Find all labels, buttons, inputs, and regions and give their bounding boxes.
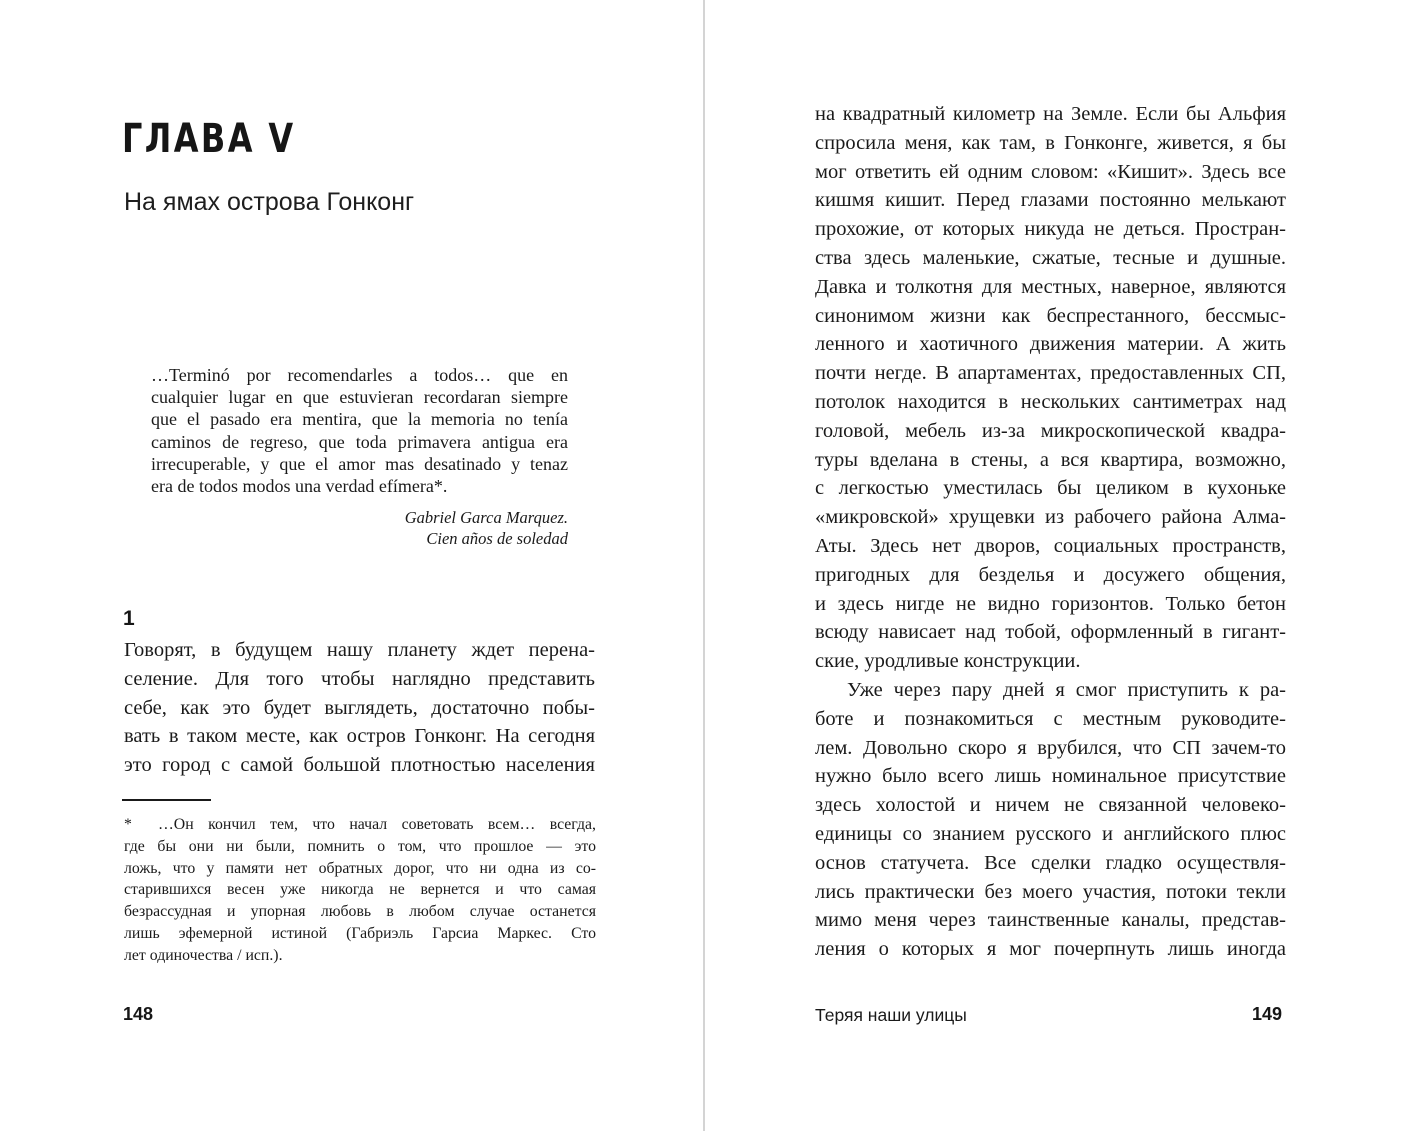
text-line: Давка и толкотня для местных, наверное, являются [815,275,1286,298]
epigraph-line: que el pasado era mentira, que la memoria no tenía [151,409,568,430]
page-number-right: 149 [1252,1004,1283,1024]
text-line: нужно было всего лишь номинальное присутствие [815,765,1286,788]
text-line: себе, как это будет выглядеть, достаточно побы- [124,696,595,719]
footnote-line: ложь, что у памяти нет обратных дорог, что ни одна из со- [124,859,596,877]
text-line: и здесь нигде не видно горизонтов. Только бетон [815,592,1286,615]
footnote-line: лишь эфемерной истиной (Габриэль Гарсиа Маркес. Сто [124,924,596,942]
epigraph-line: irrecuperable, y que el amor mas desatinado y tenaz [151,453,568,474]
text-line: почти негде. В апартаментах, предоставленных СП, [815,362,1286,385]
epigraph-work: Cien años de soledad [426,529,568,548]
chapter-label: ГЛАВА V [122,116,296,162]
footnote-marker: * [124,816,132,833]
epigraph-line: era de todos modos una verdad efímera*. [151,476,448,497]
text-line: с легкостью уместилась бы целиком в кухоньке [815,477,1286,500]
epigraph-line: …Terminó por recomendarles a todos… que en [151,365,568,385]
footnote [124,814,596,967]
text-line: вать в таком месте, как остров Гонконг. На сегодня [124,725,595,748]
text-line: лем. Довольно скоро я врубился, что СП зачем-то [815,736,1286,759]
text-line: Аты. Здесь нет дворов, социальных пространств, [815,534,1286,557]
page-number-left: 148 [123,1004,154,1024]
right-body-text [815,100,1286,964]
text-line: спросила меня, как там, в Гонконге, живется, я бы [815,131,1286,154]
text-line: селение. Для того чтобы наглядно представить [124,667,595,690]
section-number: 1 [123,607,135,630]
text-line: кишмя кишит. Перед глазами постоянно мелькают [815,189,1286,212]
footnote-line: лет одиночества / исп.). [124,946,283,964]
footnote-divider [122,799,211,801]
text-line: потолок находится в нескольких сантиметрах над [815,390,1286,413]
footnote-line: старившихся весен уже никогда не вернется и что самая [124,881,596,899]
epigraph-author: Gabriel Garca Marquez. [404,508,568,527]
chapter-title: На ямах острова Гонконг [124,188,415,216]
epigraph [151,364,568,497]
text-line: на квадратный километр на Земле. Если бы Альфия [815,103,1286,125]
text-line: Говорят, в будущем нашу планету ждет перена- [124,639,595,661]
text-line: это город с самой большой плотностью населения [124,754,595,777]
text-line: головой, мебель из-за микроскопической квадра- [815,419,1286,442]
text-line: туры вделана в стены, а вся квартира, возможно, [815,448,1286,471]
text-line: синонимом жизни как беспрестанного, бессмыс- [815,304,1286,327]
epigraph-attribution [330,507,568,549]
text-line: единицы со знанием русского и английского плюс [815,822,1286,845]
text-line: прохожие, от которых никуда не деться. Простран- [815,218,1286,241]
running-head: Теряя наши улицы [815,1005,967,1025]
left-page [0,0,703,1131]
epigraph-line: caminos de regreso, que toda primavera antigua era [151,431,568,452]
text-line: здесь холостой и ничем не связанной человеко- [815,794,1286,817]
text-line: боте и познакомиться с местным руководите- [815,707,1286,730]
footnote-line: где бы они ни были, помнить о том, что прошлое — это [124,837,596,855]
text-line: всюду нависает над тобой, оформленный в гигант- [815,621,1286,644]
text-line: мог ответить ей одним словом: «Кишит». Здесь все [815,160,1286,183]
text-line: ления о которых я мог почерпнуть лишь иногда [815,938,1286,961]
epigraph-line: cualquier lugar en que estuvieran recordaran siempre [151,387,568,408]
text-line: «микровской» хрущевки из рабочего района Алма- [815,506,1286,529]
text-line: мимо меня через таинственные каналы, представ- [815,909,1286,932]
text-line: Уже через пару дней я смог приступить к ра- [847,678,1286,701]
text-line: пригодных для безделья и досужего общения, [815,563,1286,586]
footnote-line: …Он кончил тем, что начал советовать всем… всегда, [158,816,596,833]
text-line: ленного и хаотичного движения материи. А жить [815,333,1286,356]
text-line: ства здесь маленькие, сжатые, тесные и душные. [815,246,1286,269]
left-body-text [124,636,595,780]
text-line: ские, уродливые конструкции. [815,650,1081,673]
text-line: лись практически без моего участия, потоки текли [815,880,1286,903]
text-line: основ статучета. Все сделки гладко осуществля- [815,851,1286,874]
footnote-line: безрассудная и упорная любовь в любом случае останется [124,903,596,921]
